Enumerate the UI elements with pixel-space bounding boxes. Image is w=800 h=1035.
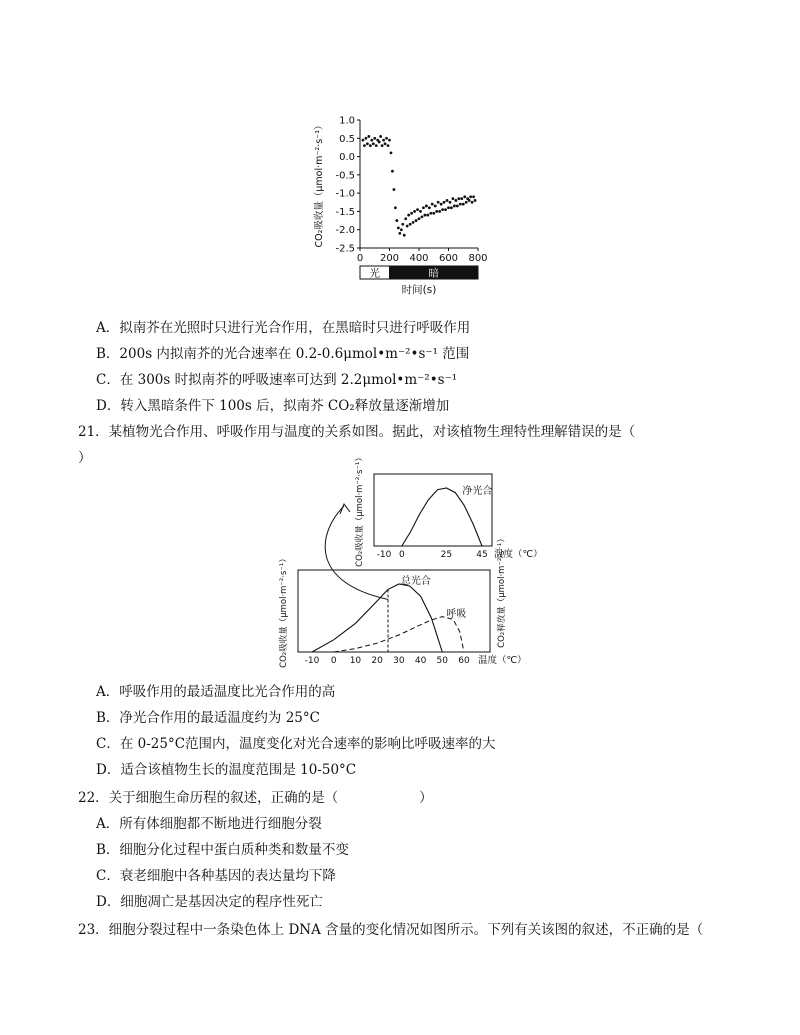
main-x-tick-label: 50 [436, 656, 449, 666]
data-point [418, 217, 421, 220]
main-x-tick-label: -10 [304, 656, 320, 666]
q21-option-c[interactable]: C．在 0-25°C范围内，温度变化对光合速率的影响比呼吸速率的大 [96, 736, 496, 752]
q20-option-d[interactable]: D．转入黑暗条件下 100s 后，拟南芥 CO₂释放量逐渐增加 [96, 398, 450, 414]
data-point [440, 203, 443, 206]
data-point [365, 137, 368, 140]
x-tick-label: 400 [409, 253, 429, 264]
chart1-points [362, 135, 477, 237]
data-point [409, 223, 412, 226]
data-point [443, 201, 446, 204]
y-tick-label: -0.5 [335, 170, 355, 182]
y-tick-label: -2.5 [335, 243, 355, 255]
data-point [449, 201, 452, 204]
data-point [410, 212, 413, 215]
data-point [385, 137, 388, 140]
data-point [422, 206, 425, 209]
data-point [450, 206, 453, 209]
data-point [428, 206, 431, 209]
data-point [459, 203, 462, 206]
q21-stem-close: ） [78, 450, 92, 466]
data-point [400, 228, 403, 231]
data-point [447, 206, 450, 209]
data-point [474, 199, 477, 202]
data-point [456, 205, 459, 208]
data-point [438, 210, 441, 213]
inset-x-tick-label: 0 [398, 550, 405, 560]
chart2-frames [278, 453, 543, 668]
respiration-curve [334, 617, 464, 652]
light-label: 光 [369, 267, 380, 280]
main-x-tick-label: 40 [414, 656, 427, 666]
data-point [429, 212, 432, 215]
data-point [404, 217, 407, 220]
dark-label: 暗 [428, 267, 439, 280]
x-tick-label: 0 [356, 253, 364, 264]
inset-x-tick-label: 45 [476, 550, 488, 560]
y-tick-label: 1.0 [339, 115, 355, 127]
chart1-light-dark-bar [360, 266, 478, 296]
data-point [452, 197, 455, 200]
co2-time-scatter-chart [300, 108, 500, 308]
data-point [441, 208, 444, 211]
y-axis-label: CO₂吸收量（μmol·m⁻²·s⁻¹） [314, 120, 325, 248]
y-tick-label: 0.0 [339, 152, 355, 164]
x-tick-label: 200 [379, 253, 400, 264]
inset-frame [374, 474, 492, 546]
data-point [369, 144, 372, 147]
data-point [394, 206, 397, 209]
data-point [415, 219, 418, 222]
data-point [363, 144, 366, 147]
data-point [463, 195, 466, 198]
main-x-tick-label: 30 [393, 656, 405, 666]
q20-option-b[interactable]: B．200s 内拟南芥的光合速率在 0.2-0.6μmol•m⁻²•s⁻¹ 范围 [96, 346, 470, 362]
y-tick-label: -2.0 [335, 225, 355, 237]
data-point [395, 219, 398, 222]
data-point [375, 144, 378, 147]
data-point [379, 135, 382, 138]
q22-option-a[interactable]: A．所有体细胞都不断地进行细胞分裂 [96, 816, 322, 832]
data-point [432, 212, 435, 215]
inset-y-axis-label: CO₂吸收量（μmol·m⁻²·s⁻¹） [355, 453, 365, 567]
main-x-tick-label: 60 [458, 656, 470, 666]
q22-option-b[interactable]: B．细胞分化过程中蛋白质种类和数量不变 [96, 842, 349, 858]
temperature-photosynthesis-chart [258, 453, 543, 672]
data-point [444, 208, 447, 211]
data-point [382, 139, 385, 142]
main-y-right-label: CO₂释放量（μmol·m⁻²·s⁻¹） [497, 534, 507, 648]
data-point [462, 203, 465, 206]
q21-option-b[interactable]: B．净光合作用的最适温度约为 25°C [96, 710, 320, 726]
link-arrow-head [340, 504, 350, 514]
data-point [378, 141, 381, 144]
q21-option-a[interactable]: A．呼吸作用的最适温度比光合作用的高 [96, 684, 336, 700]
q22-option-d[interactable]: D．细胞凋亡是基因决定的程序性死亡 [96, 894, 323, 910]
q20-option-a[interactable]: A．拟南芥在光照时只进行光合作用，在黑暗时只进行呼吸作用 [96, 320, 471, 336]
data-point [421, 216, 424, 219]
data-point [381, 144, 384, 147]
data-point [391, 170, 394, 173]
y-tick-label: -1.5 [335, 206, 355, 218]
main-x-tick-label: 20 [371, 656, 383, 666]
data-point [465, 201, 468, 204]
data-point [403, 234, 406, 237]
data-point [398, 232, 401, 235]
y-tick-label: 0.5 [339, 133, 355, 145]
q20-option-c[interactable]: C．在 300s 时拟南芥的呼吸速率可达到 2.2μmol•m⁻²•s⁻¹ [96, 372, 458, 388]
data-point [393, 188, 396, 191]
inset-curve-label: 净光合 [462, 486, 493, 497]
data-point [469, 195, 472, 198]
data-point [397, 226, 400, 229]
data-point [434, 205, 437, 208]
inset-x-tick-label: 25 [440, 550, 453, 560]
data-point [471, 201, 474, 204]
data-point [457, 197, 460, 200]
chart1-axes [313, 116, 488, 265]
data-point [366, 142, 369, 145]
data-point [446, 199, 449, 202]
data-point [468, 199, 471, 202]
inset-x-tick-label: -10 [376, 550, 392, 560]
data-point [412, 221, 415, 224]
main-x-tick-label: 10 [349, 656, 362, 666]
main-x-axis-label: 温度（℃） [478, 655, 527, 666]
data-point [387, 144, 390, 147]
data-point [424, 214, 427, 217]
data-point [401, 223, 404, 226]
q22-stem: 22．关于细胞生命历程的叙述，正确的是（ ） [78, 790, 433, 806]
data-point [407, 214, 410, 217]
data-point [372, 142, 375, 145]
data-point [431, 203, 434, 206]
data-point [425, 205, 428, 208]
data-point [388, 139, 391, 142]
data-point [406, 225, 409, 228]
data-point [419, 210, 422, 213]
data-point [362, 139, 365, 142]
data-point [384, 142, 387, 145]
data-point [426, 214, 429, 217]
main-x-tick-label: 0 [330, 656, 337, 666]
data-point [413, 210, 416, 213]
gross-photosynthesis-label: 总光合 [400, 576, 431, 587]
data-point [373, 137, 376, 140]
data-point [454, 199, 457, 202]
data-point [460, 197, 463, 200]
y-tick-label: -1.0 [335, 188, 355, 200]
data-point [370, 139, 373, 142]
data-point [416, 208, 419, 211]
x-tick-label: 600 [438, 253, 459, 264]
respiration-label: 呼吸 [446, 609, 467, 621]
data-point [367, 135, 370, 138]
gross-photosynthesis-curve [312, 584, 442, 652]
data-point [472, 195, 475, 198]
data-point [390, 152, 393, 155]
inset-x-axis-label: 温度（℃） [494, 549, 543, 560]
x-tick-label: 800 [468, 253, 488, 264]
x-axis-label: 时间(s) [401, 284, 437, 296]
q23-stem: 23．细胞分裂过程中一条染色体上 DNA 含量的变化情况如图所示。下列有关该图的叙述，不正确的是（ [78, 922, 704, 938]
q21-option-d[interactable]: D．适合该植物生长的温度范围是 10-50°C [96, 762, 357, 778]
main-y-left-label: CO₂吸收量（μmol·m⁻²·s⁻¹） [279, 554, 289, 668]
data-point [437, 201, 440, 204]
data-point [435, 210, 438, 213]
q22-option-c[interactable]: C．衰老细胞中各种基因的表达量均下降 [96, 868, 336, 884]
q21-stem: 21．某植物光合作用、呼吸作用与温度的关系如图。据此，对该植物生理特性理解错误的是（ [78, 424, 636, 440]
data-point [453, 205, 456, 208]
